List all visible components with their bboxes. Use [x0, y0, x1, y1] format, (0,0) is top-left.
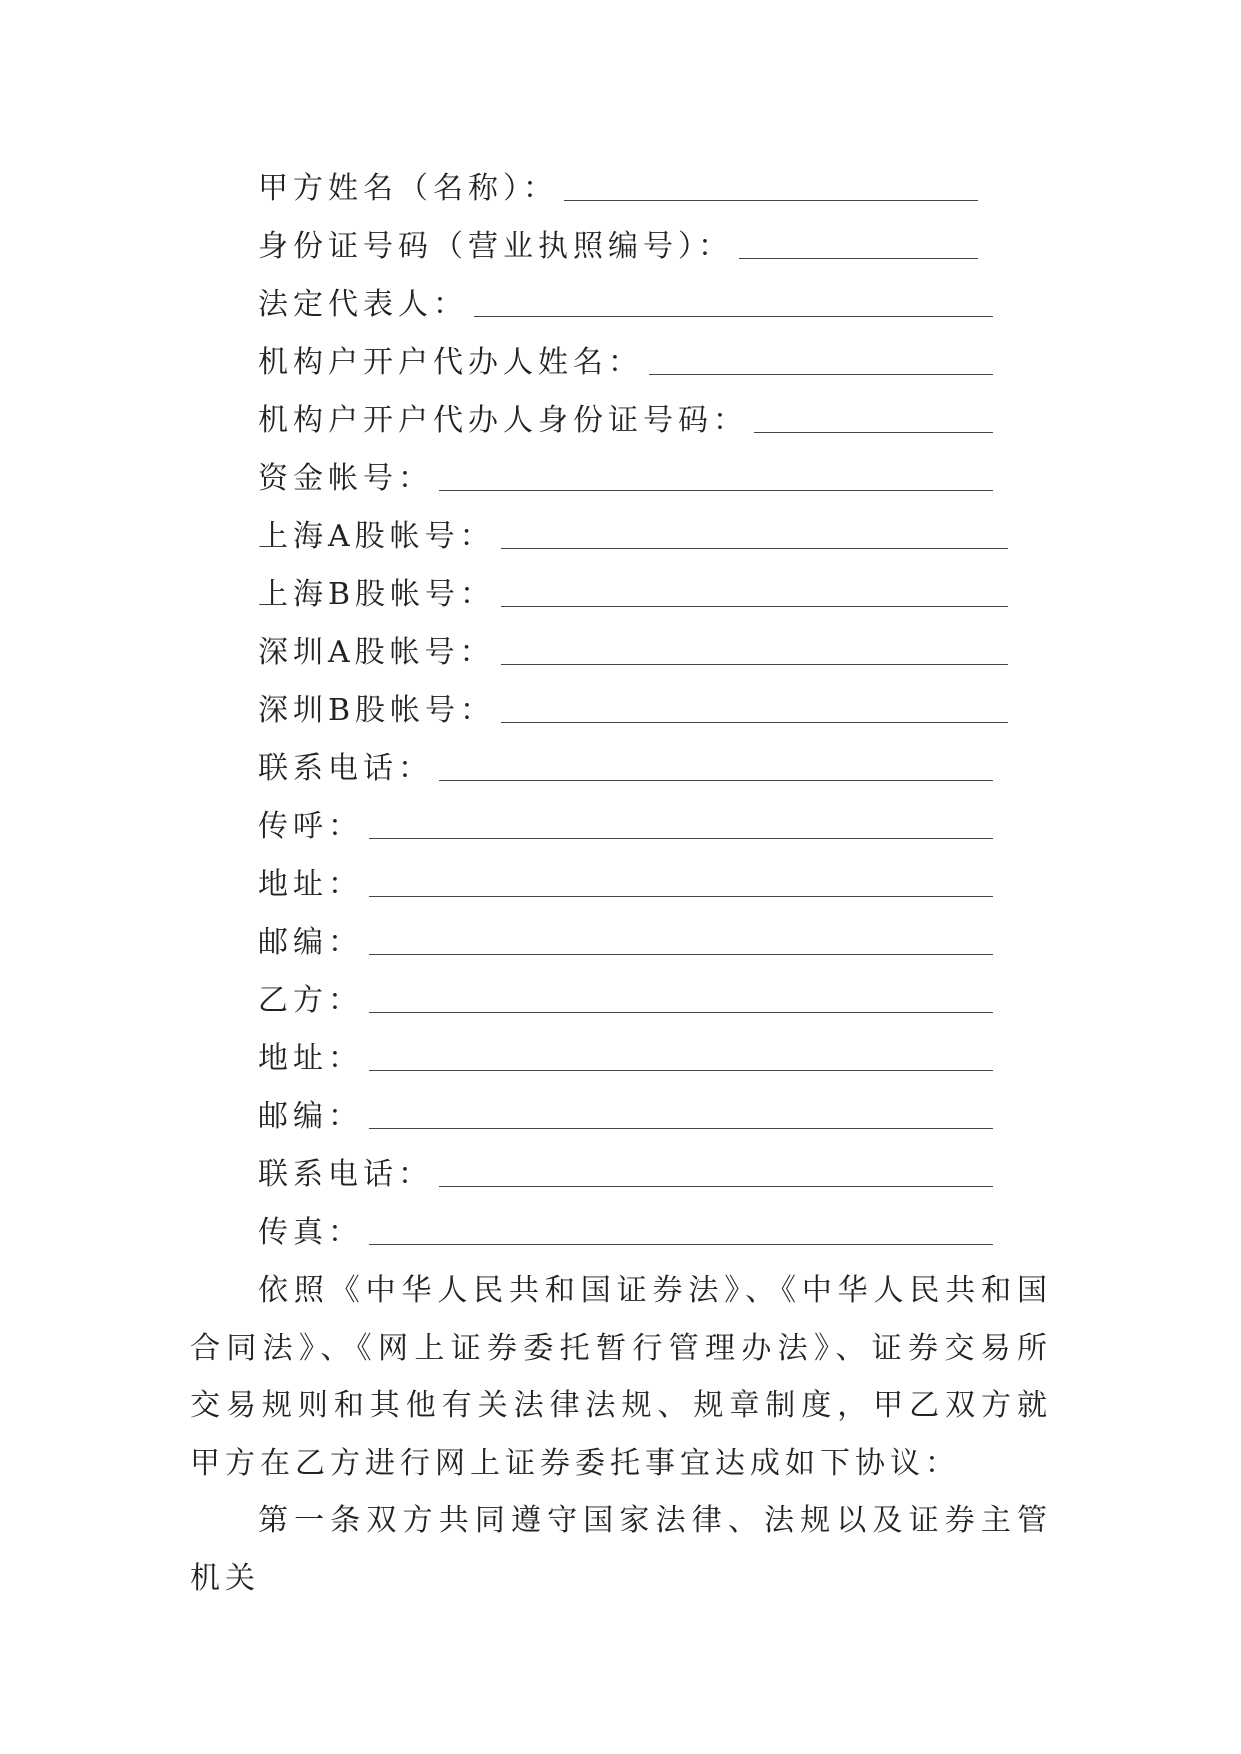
party-b-postcode-field	[258, 1091, 993, 1135]
party-b-postcode-blank[interactable]	[369, 1106, 993, 1129]
party-b-blank[interactable]	[369, 990, 993, 1013]
shanghai-b-account-blank[interactable]	[501, 584, 1008, 607]
shanghai-b-account-label: 上海B股帐号：	[258, 577, 496, 612]
agent-name-field	[258, 337, 993, 381]
party-a-name-label: 甲方姓名（名称）：	[258, 171, 558, 206]
party-a-address-label: 地址：	[258, 867, 363, 902]
shanghai-a-account-field	[258, 511, 1008, 555]
party-a-address-blank[interactable]	[369, 874, 993, 897]
party-a-name-blank[interactable]	[564, 178, 978, 201]
agent-id-field	[258, 395, 993, 439]
shanghai-b-account-field	[258, 569, 1008, 613]
party-a-address-field	[258, 859, 993, 903]
legal-representative-blank[interactable]	[474, 294, 993, 317]
fund-account-blank[interactable]	[439, 468, 993, 491]
party-a-postcode-label: 邮编：	[258, 925, 363, 960]
shenzhen-b-account-field	[258, 685, 1008, 729]
shenzhen-b-account-label: 深圳B股帐号：	[258, 693, 496, 728]
party-a-postcode-field	[258, 917, 993, 961]
pager-blank[interactable]	[369, 816, 993, 839]
fax-field	[258, 1207, 993, 1251]
shanghai-a-account-label: 上海A股帐号：	[258, 519, 495, 554]
party-b-phone-blank[interactable]	[439, 1164, 993, 1187]
party-b-address-field	[258, 1033, 993, 1077]
pager-field	[258, 801, 993, 845]
party-a-postcode-blank[interactable]	[369, 932, 993, 955]
id-number-blank[interactable]	[739, 236, 978, 259]
fund-account-field	[258, 453, 993, 497]
legal-representative-label: 法定代表人：	[258, 287, 468, 322]
party-a-phone-field	[258, 743, 993, 787]
agent-id-label: 机构户开户代办人身份证号码：	[258, 403, 748, 438]
party-b-phone-field	[258, 1149, 993, 1193]
preamble-paragraph: 依照《中华人民共和国证券法》、《中华人民共和国合同法》、《网上证券委托暂行管理办法》、证券交易所交易规则和其他有关法律法规、规章制度，甲乙双方就甲方在乙方进行网上证券委托事宜达成如下协议：	[190, 1273, 1052, 1481]
party-b-field	[258, 975, 993, 1019]
party-b-address-label: 地址：	[258, 1041, 363, 1076]
fax-blank[interactable]	[369, 1222, 993, 1245]
party-b-phone-label: 联系电话：	[258, 1157, 433, 1192]
party-b-label: 乙方：	[258, 983, 363, 1018]
fax-label: 传真：	[258, 1215, 363, 1250]
party-a-name-field	[258, 163, 978, 207]
fund-account-label: 资金帐号：	[258, 461, 433, 496]
agent-id-blank[interactable]	[754, 410, 993, 433]
shanghai-a-account-blank[interactable]	[501, 526, 1008, 549]
id-number-field	[258, 221, 978, 265]
party-b-address-blank[interactable]	[369, 1048, 993, 1071]
party-a-phone-label: 联系电话：	[258, 751, 433, 786]
shenzhen-a-account-label: 深圳A股帐号：	[258, 635, 495, 670]
party-a-phone-blank[interactable]	[439, 758, 993, 781]
agent-name-label: 机构户开户代办人姓名：	[258, 345, 643, 380]
id-number-label: 身份证号码（营业执照编号）：	[258, 229, 733, 264]
shenzhen-a-account-blank[interactable]	[501, 642, 1008, 665]
agent-name-blank[interactable]	[649, 352, 993, 375]
shenzhen-a-account-field	[258, 627, 1008, 671]
legal-representative-field	[258, 279, 993, 323]
article-one-paragraph: 第一条双方共同遵守国家法律、法规以及证券主管机关	[190, 1503, 1052, 1596]
pager-label: 传呼：	[258, 809, 363, 844]
party-b-postcode-label: 邮编：	[258, 1099, 363, 1134]
shenzhen-b-account-blank[interactable]	[501, 700, 1008, 723]
